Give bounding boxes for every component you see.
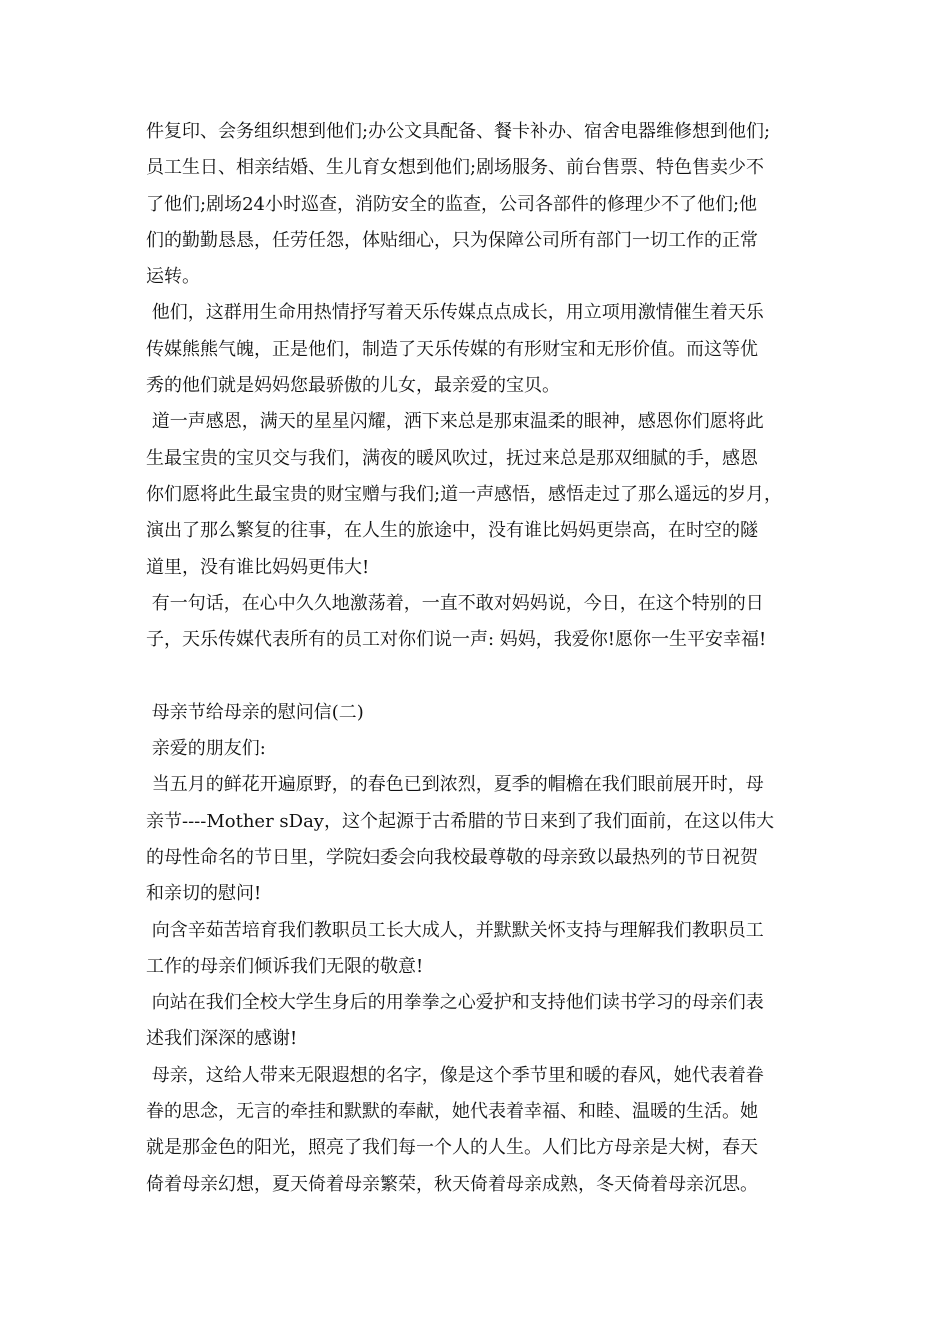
text-line: 们的勤勤恳恳，任劳任怨，体贴细心，只为保障公司所有部门一切工作的正常: [146, 229, 758, 251]
text-line: 员工生日、相亲结婚、生儿育女想到他们;剧场服务、前台售票、特色售卖少不: [146, 157, 765, 179]
text-line: 子，天乐传媒代表所有的员工对你们说一声: 妈妈，我爱你!愿你一生平安幸福!: [146, 629, 767, 651]
text-line: 和亲切的慰问!: [146, 883, 262, 905]
text-line: 倚着母亲幻想，夏天倚着母亲繁荣，秋天倚着母亲成熟，冬天倚着母亲沉思。: [146, 1173, 758, 1195]
text-line: 他们，这群用生命用热情抒写着天乐传媒点点成长，用立项用激情催生着天乐: [146, 302, 764, 324]
text-line: 你们愿将此生最宝贵的财宝赠与我们;道一声感悟，感悟走过了那么遥远的岁月，: [146, 483, 783, 505]
text-line: 运转。: [146, 266, 200, 288]
text-line: 母亲节给母亲的慰问信(二): [146, 701, 364, 723]
text-line: 有一句话，在心中久久地激荡着，一直不敢对妈妈说，今日，在这个特别的日: [146, 592, 764, 614]
text-line: 母亲，这给人带来无限遐想的名字，像是这个季节里和暖的春风，她代表着眷: [146, 1064, 764, 1086]
text-line: 传媒熊熊气魄，正是他们，制造了天乐传媒的有形财宝和无形价值。而这等优: [146, 338, 758, 360]
letter-body: [146, 114, 826, 1203]
text-line: 道一声感恩，满天的星星闪耀，洒下来总是那束温柔的眼神，感恩你们愿将此: [146, 411, 764, 433]
text-line: 的母性命名的节日里，学院妇委会向我校最尊敬的母亲致以最热列的节日祝贺: [146, 846, 758, 868]
text-line: 眷的思念，无言的牵挂和默默的奉献，她代表着幸福、和睦、温暖的生活。她: [146, 1101, 758, 1123]
text-line: 演出了那么繁复的往事，在人生的旅途中，没有谁比妈妈更崇高，在时空的隧: [146, 520, 758, 542]
text-line: 了他们;剧场24小时巡查，消防安全的监查，公司各部件的修理少不了他们;他: [146, 193, 758, 215]
text-line: 工作的母亲们倾诉我们无限的敬意!: [146, 955, 424, 977]
text-line: 当五月的鲜花开遍原野，的春色已到浓烈，夏季的帽檐在我们眼前展开时，母: [146, 774, 764, 796]
text-line: 述我们深深的感谢!: [146, 1028, 298, 1050]
text-line: 向含辛茹苦培育我们教职员工长大成人，并默默关怀支持与理解我们教职员工: [146, 919, 764, 941]
text-line: 生最宝贵的宝贝交与我们，满夜的暖风吹过，抚过来总是那双细腻的手，感恩: [146, 447, 758, 469]
text-line: 件复印、会务组织想到他们;办公文具配备、餐卡补办、宿舍电器维修想到他们;: [146, 121, 771, 142]
text-line: 就是那金色的阳光，照亮了我们每一个人的人生。人们比方母亲是大树，春天: [146, 1137, 758, 1159]
text-line: 向站在我们全校大学生身后的用拳拳之心爱护和支持他们读书学习的母亲们表: [146, 992, 764, 1014]
text-line: 亲节----Mother sDay，这个起源于古希腊的节日来到了我们面前，在这以伟大: [146, 810, 774, 832]
text-line: 道里，没有谁比妈妈更伟大!: [146, 556, 370, 578]
text-line: 秀的他们就是妈妈您最骄傲的儿女，最亲爱的宝贝。: [146, 375, 560, 397]
text-line: 亲爱的朋友们:: [146, 738, 266, 760]
text-line: [146, 658, 826, 694]
